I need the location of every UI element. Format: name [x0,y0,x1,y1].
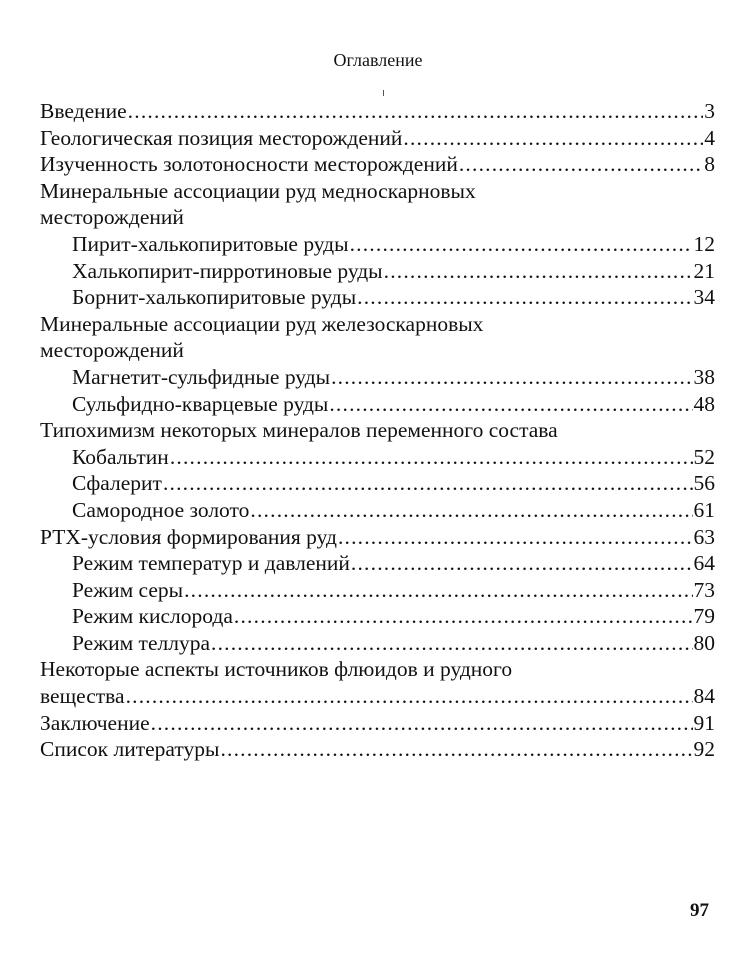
toc-entry-page: 92 [693,737,715,762]
toc-entry-title: вещества [40,684,125,709]
page-number: 97 [690,900,709,921]
toc-entry-title: Халькопирит-пирротиновые руды [72,258,383,283]
toc-entry-title: Магнетит-сульфидные руды [72,364,331,389]
toc-entry-title: Сфалерит [72,471,162,496]
toc-entry-title: Режим температур и давлений [72,551,350,576]
toc-entry-page: 61 [693,497,715,522]
toc-entry-page: 73 [693,577,715,602]
toc-entry-page: 21 [693,258,715,283]
toc-entry-page: 64 [693,551,715,576]
dot-leader [220,736,692,763]
dot-leader [184,577,692,604]
toc-entry [40,470,715,497]
toc-entry-page: 84 [693,684,715,709]
dot-leader [151,710,693,737]
toc-entry-page: 34 [693,285,715,310]
toc-entry [40,391,715,418]
toc-entry-page: 91 [693,710,715,735]
dot-leader [126,683,693,710]
toc-entry-page: 12 [693,231,715,256]
dot-leader [170,444,693,471]
toc-entry [40,417,715,444]
toc-entry-title: Сульфидно-кварцевые руды [72,391,329,416]
dot-leader [250,497,692,524]
toc-entry [40,151,715,178]
toc-title: Оглавление [333,50,423,70]
toc-entry [40,603,715,630]
toc-entry-title: Режим серы [72,577,184,602]
toc-entry [40,497,715,524]
toc-entry [40,577,715,604]
toc-entry [40,98,715,125]
toc-entry-page: 80 [693,630,715,655]
dot-leader [211,630,693,657]
toc-entry-title: Самородное золото [72,497,250,522]
toc-entry-title: Изученность золотоносности месторождений [40,152,458,177]
toc-entry [40,524,715,551]
toc-entry [40,258,715,285]
toc-entry [40,311,715,338]
dot-leader [459,151,703,178]
toc-entry [40,550,715,577]
toc-entry-title: РТХ-условия формирования руд [40,524,337,549]
toc-entry-page: 63 [693,524,715,549]
toc-entry [40,683,715,710]
toc-entry [40,710,715,737]
toc-entry [40,630,715,657]
table-of-contents [40,98,715,763]
dot-leader [329,391,692,418]
toc-entry-page: 38 [693,364,715,389]
toc-entry [40,364,715,391]
toc-entry-title: Минеральные ассоциации руд медноскарновых [40,178,476,203]
toc-entry-page: 79 [693,604,715,629]
toc-entry [40,337,715,364]
toc-entry [40,284,715,311]
dot-leader [351,550,693,577]
toc-entry [40,444,715,471]
toc-entry-page: 3 [704,99,715,123]
toc-entry-page: 56 [693,471,715,496]
toc-entry-title: Пирит-халькопиритовые руды [72,231,349,256]
toc-entry-title: Типохимизм некоторых минералов переменного состава [40,418,558,443]
dot-leader [357,284,692,311]
toc-entry-title: Список литературы [40,737,220,762]
toc-entry-title: месторождений [40,205,184,230]
toc-entry [40,178,715,205]
toc-entry [40,656,715,683]
dot-leader [350,231,693,258]
toc-entry-title: Заключение [40,710,150,735]
dot-leader [128,98,704,125]
toc-entry-title: Режим теллура [72,630,210,655]
toc-entry-page: 48 [693,391,715,416]
scan-mark [383,90,384,96]
toc-entry-title: Введение [40,99,127,123]
toc-entry-title: Минеральные ассоциации руд железоскарновых [40,311,484,336]
toc-entry-page: 52 [693,444,715,469]
toc-entry-page: 8 [704,152,715,177]
dot-leader [163,470,693,497]
toc-entry-title: Кобальтин [72,444,169,469]
toc-entry [40,204,715,231]
toc-entry [40,231,715,258]
toc-entry [40,125,715,152]
toc-entry-title: Режим кислорода [72,604,233,629]
dot-leader [331,364,692,391]
dot-leader [234,603,693,630]
toc-entry [40,736,715,763]
toc-entry-title: Некоторые аспекты источников флюидов и рудного [40,657,513,682]
toc-entry-title: Геологическая позиция месторождений [40,125,403,150]
dot-leader [338,524,693,551]
toc-entry-title: Борнит-халькопиритовые руды [72,285,357,310]
dot-leader [403,125,703,152]
toc-entry-page: 4 [704,125,715,150]
toc-entry-title: месторождений [40,338,184,363]
dot-leader [384,258,693,285]
